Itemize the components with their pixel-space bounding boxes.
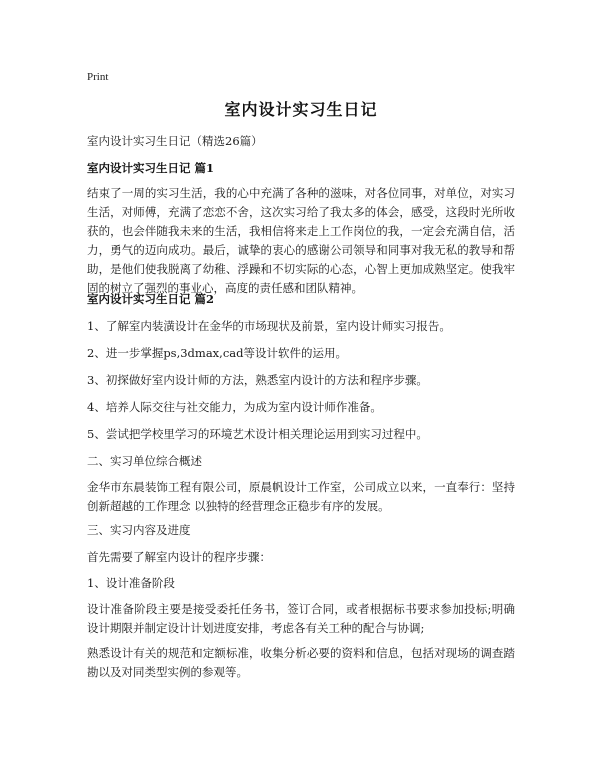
overview-text: 金华市东晨装饰工程有限公司，原晨帆设计工作室，公司成立以来，一直奉行：坚持创新超越的工作理念 以独特的经营理念正稳步有序的发展。 [87,480,515,513]
stage-heading: 1、设计准备阶段 [87,576,175,590]
print-label[interactable]: Print [87,71,109,83]
list-item: 1、了解室内装潢设计在金华的市场现状及前景，室内设计师实习报告。 [87,319,451,333]
list-item: 5、尝试把学校里学习的环境艺术设计相关理论运用到实习过程中。 [87,427,428,441]
stage-paragraph-1 [87,600,515,638]
list-item: 3、初探做好室内设计师的方法，熟悉室内设计的方法和程序步骤。 [87,373,428,387]
section-1-text: 结束了一周的实习生活，我的心中充满了各种的滋味，对各位同事，对单位，对实习生活，对师傅，充满了恋恋不舍，这次实习给了我太多的体会，感受，这段时光所收获的，也会伴随我未来的生活，我相信将来走上工作岗位的我，一定会充满自信，活力，勇气的迈向成功。最后，诚挚的衷心的感谢公司领导和同事对我无私的教导和帮助，是他们使我脱离了幼稚、浮躁和不切实际的心态，心智上更加成熟坚定。使我牢固的树立了强烈的事业心，高度的责任感和团队精神。 [87,186,515,295]
overview-heading: 二、实习单位综合概述 [87,454,202,468]
content-heading: 三、实习内容及进度 [87,523,191,537]
section-2-heading: 室内设计实习生日记 篇2 [87,292,215,306]
list-item: 4、培养人际交往与社交能力，为成为室内设计师作准备。 [87,400,382,414]
section-1-paragraph [87,184,515,298]
section-1-heading: 室内设计实习生日记 篇1 [87,161,215,175]
stage-text-2: 熟悉设计有关的规范和定额标准，收集分析必要的资料和信息，包括对现场的调查踏勘以及对同类型实例的参观等。 [87,646,515,679]
page-title: 室内设计实习生日记 [224,100,378,119]
content-intro: 首先需要了解室内设计的程序步骤： [87,550,271,564]
stage-paragraph-2 [87,644,515,682]
list-item: 2、进一步掌握ps,3dmax,cad等设计软件的运用。 [87,346,347,360]
overview-paragraph [87,478,515,516]
document-subtitle: 室内设计实习生日记（精选26篇） [87,134,263,148]
stage-text-1: 设计准备阶段主要是接受委托任务书，签订合同，或者根据标书要求参加投标;明确设计期限并制定设计计划进度安排，考虑各有关工种的配合与协调; [87,602,515,635]
